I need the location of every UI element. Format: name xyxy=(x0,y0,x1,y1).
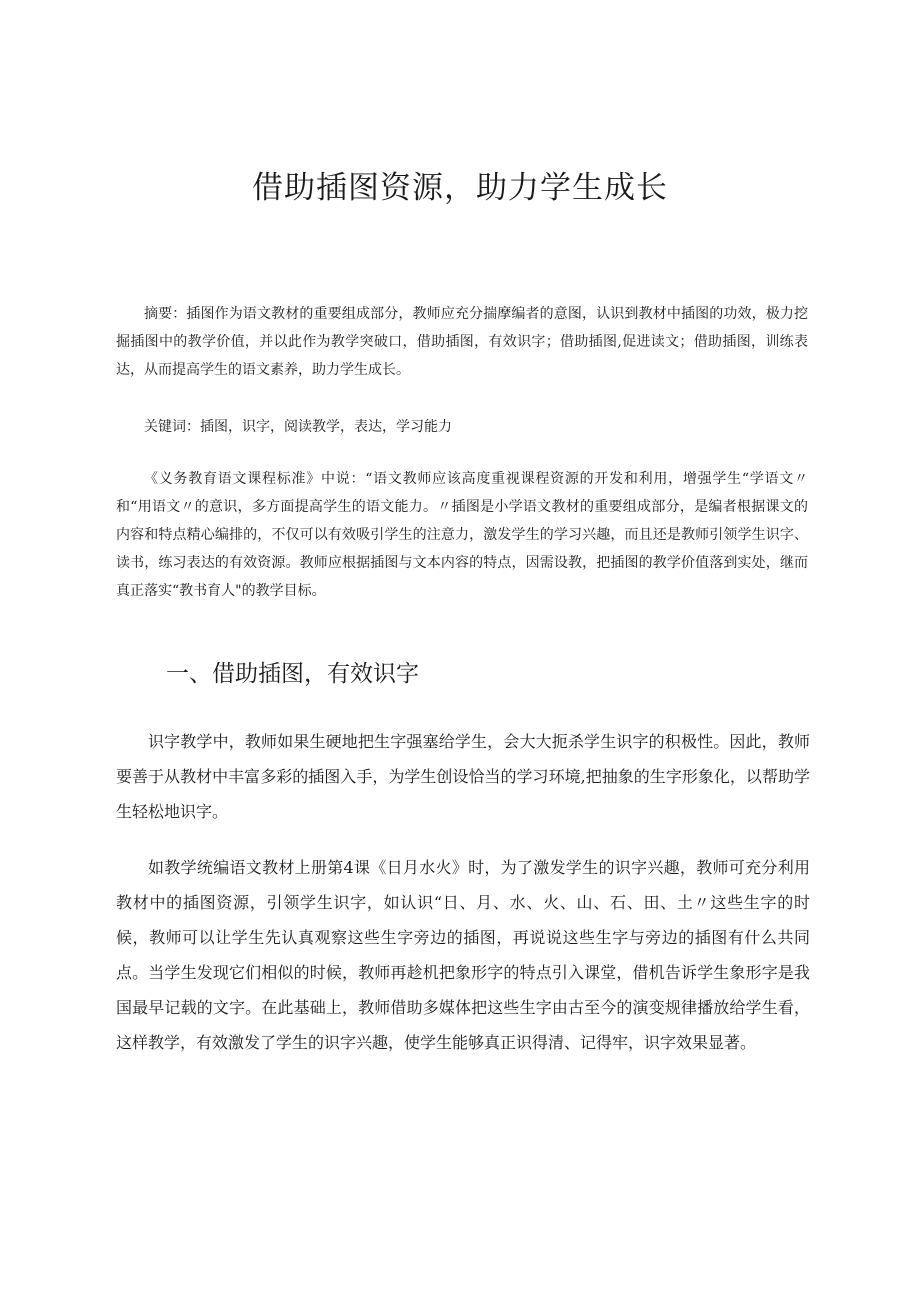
abstract-paragraph: 摘要：插图作为语文教材的重要组成部分，教师应充分揣摩编者的意图，认识到教材中插图的功效，极力挖掘插图中的教学价值，并以此作为教学突破口，借助插图，有效识字；借助插图,促进读文；借助插图，训练表达，从而提高学生的语文素养，助力学生成长。 xyxy=(116,306,808,378)
intro-paragraph: 《义务教育语文课程标准》中说：“语文教师应该高度重视课程资源的开发和利用，增强学生“学语文〃和“用语文〃的意识，多方面提高学生的语文能力。〃插图是小学语文教材的重要组成部分，是编者根据课文的内容和特点精心编排的，不仅可以有效吸引学生的注意力，激发学生的学习兴趣，而且还是教师引领学生识字、读书，练习表达的有效资源。教师应根据插图与文本内容的特点，因需设教，把插图的教学价值落到实处，继而真正落实“教书育人"的教学目标。 xyxy=(116,471,808,599)
section-heading: 一、借助插图，有效识字 xyxy=(166,661,419,687)
body-paragraph-1: 识字教学中，教师如果生硬地把生字强塞给学生，会大大扼杀学生识字的积极性。因此，教师要善于从教材中丰富多彩的插图入手，为学生创设恰当的学习环境,把抽象的生字形象化，以帮助学生轻松地识字。 xyxy=(116,732,810,821)
keywords-paragraph: 关键词：插图，识字，阅读教学，表达，学习能力 xyxy=(144,419,452,435)
body-paragraph-2: 如教学统编语文教材上册第4课《日月水火》时，为了激发学生的识字兴趣，教师可充分利用教材中的插图资源，引领学生识字，如认识“日、月、水、火、山、石、田、土〃这些生字的时候，教师可以让学生先认真观察这些生字旁边的插图，再说说这些生字与旁边的插图有什么共同点。当学生发现它们相似的时候，教师再趁机把象形字的特点引入课堂，借机告诉学生象形字是我国最早记载的文字。在此基础上，教师借助多媒体把这些生字由古至今的演变规律播放给学生看，这样教学，有效激发了学生的识字兴趣，使学生能够真正识得清、记得牢，识字效果显著。 xyxy=(116,858,810,1052)
page-title: 借助插图资源，助力学生成长 xyxy=(252,170,668,206)
